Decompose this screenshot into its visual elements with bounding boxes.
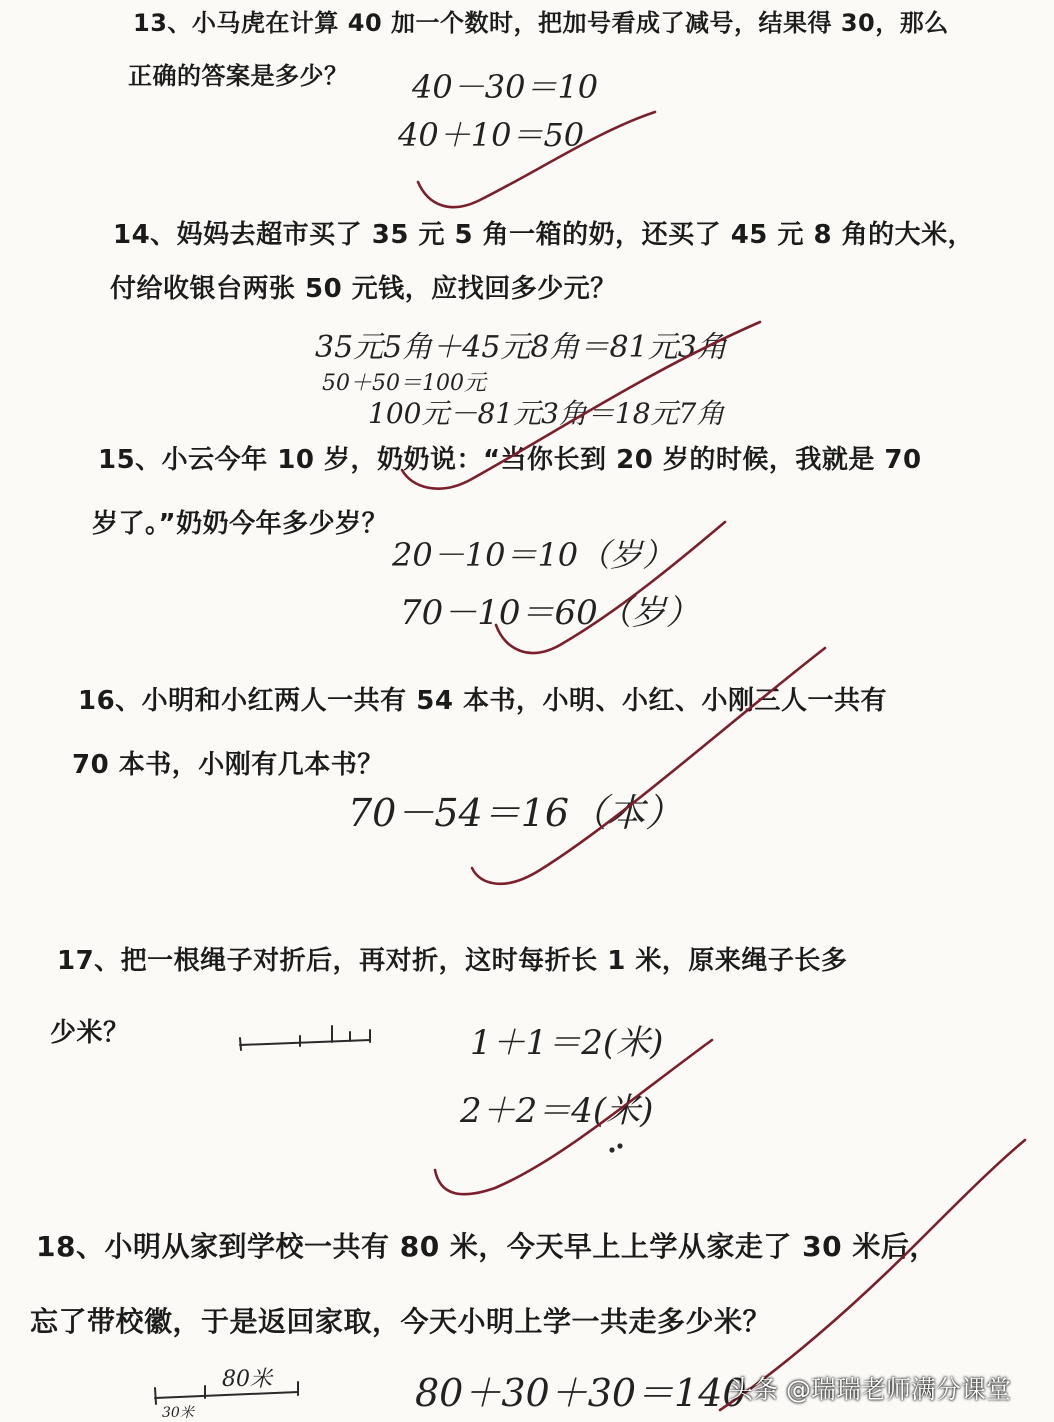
problem-16-line2: 70 本书，小刚有几本书？ — [72, 750, 384, 780]
problem-17-line2: 少米？ — [50, 1018, 130, 1048]
rope-diagram-tick-1 — [240, 1038, 241, 1050]
problem-14-answer-1: 35元5角＋45元8角＝81元3角 — [315, 330, 727, 365]
problem-14-line2: 付给收银台两张 50 元钱，应找回多少元？ — [110, 274, 617, 304]
problem-14-answer-2: 50＋50＝100元 — [322, 371, 486, 396]
problem-14-answer-3: 100元－81元3角＝18元7角 — [368, 397, 725, 430]
problem-16-line1: 16、小明和小红两人一共有 54 本书，小明、小红、小刚三人一共有 — [78, 686, 887, 716]
problem-13-answer-2: 40＋10＝50 — [398, 116, 585, 154]
stray-dot — [618, 1144, 621, 1147]
problem-15-answer-2: 70－10＝60（岁） — [400, 593, 700, 633]
watermark: 头条 @瑞瑞老师满分课堂 — [728, 1375, 1011, 1404]
problem-15-answer-1: 20－10＝10（岁） — [392, 536, 675, 574]
problem-13-line2: 正确的答案是多少？ — [128, 62, 349, 90]
problem-18-line2: 忘了带校徽，于是返回家取，今天小明上学一共走多少米？ — [30, 1305, 772, 1338]
problem-15-line2: 岁了。”奶奶今年多少岁？ — [92, 509, 389, 539]
problem-17-answer-1: 1＋1＝2(米) — [470, 1023, 664, 1063]
problem-13-line1: 13、小马虎在计算 40 加一个数时，把加号看成了减号，结果得 30，那么 — [133, 9, 949, 37]
problem-13-answer-1: 40－30＝10 — [412, 68, 599, 106]
problem-16-answer-1: 70－54＝16（本） — [348, 791, 684, 835]
problem-18-diagram-label-30: 30米 — [162, 1405, 194, 1421]
distance-diagram-tick-start — [155, 1388, 156, 1404]
problem-14-line1: 14、妈妈去超市买了 35 元 5 角一箱的奶，还买了 45 元 8 角的大米， — [113, 220, 975, 250]
rope-diagram-line — [240, 1040, 370, 1045]
stray-dot — [610, 1148, 613, 1151]
problem-18-line1: 18、小明从家到学校一共有 80 米，今天早上上学从家走了 30 米后， — [36, 1230, 938, 1263]
problem-18-diagram-label-80: 80米 — [222, 1367, 272, 1392]
problem-17-line1: 17、把一根绳子对折后，再对折，这时每折长 1 米，原来绳子长多 — [57, 946, 848, 976]
problem-18-answer-1: 80＋30＋30＝140 — [415, 1371, 747, 1415]
problem-17-answer-2: 2＋2＝4(米) — [460, 1091, 654, 1131]
problem-15-line1: 15、小云今年 10 岁，奶奶说：“当你长到 20 岁的时候，我就是 70 — [98, 445, 922, 475]
